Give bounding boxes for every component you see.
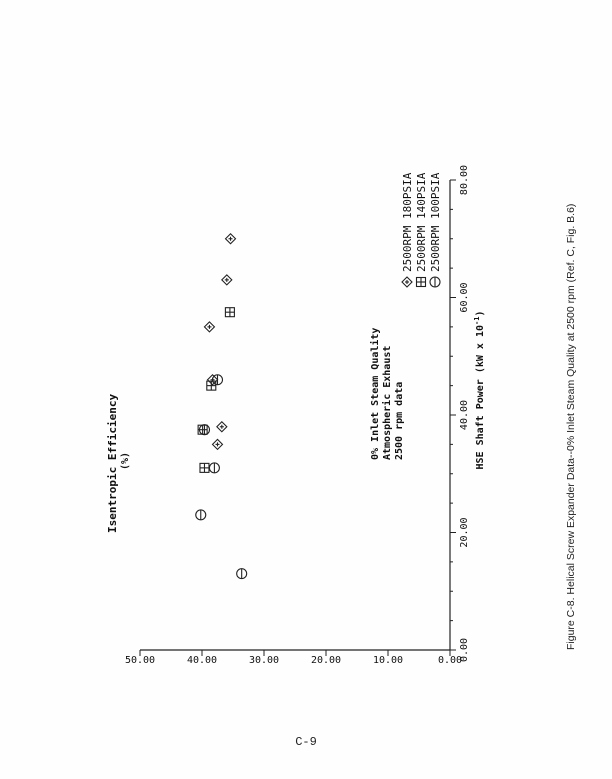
x-axis-title-sup: -1: [473, 316, 481, 325]
y-tick-label: 50.00: [124, 655, 156, 666]
y-axis-unit: (%): [120, 451, 131, 470]
x-tick-label: 40.00: [459, 399, 470, 431]
x-axis-title-main: HSE Shaft Power (kW x 10: [475, 324, 486, 470]
legend-label: 2500RPM 100PSIA: [429, 172, 442, 272]
x-tick-label: 60.00: [459, 282, 470, 313]
y-tick-label: 10.00: [372, 655, 404, 666]
figure-caption: Figure C-8. Helical Screw Expander Data--0% Inlet Steam Quality at 2500 rpm (Ref. C, Fig. B.6): [565, 203, 577, 650]
x-tick-label: 0.00: [459, 637, 470, 663]
annotation-line-1: 0% Inlet Steam Quality: [370, 327, 381, 460]
x-axis-title: [473, 311, 486, 470]
data-point-diamond: [222, 275, 232, 285]
chart-legend: [401, 172, 442, 287]
data-point-square: [225, 308, 234, 317]
annotation-line-2: Atmospheric Exhaust: [382, 345, 393, 460]
y-axis-title: Isentropic Efficiency: [106, 393, 119, 533]
y-tick-label: 0.00: [437, 655, 463, 666]
y-tick-label: 30.00: [248, 655, 280, 666]
annotation-line-3: 2500 rpm data: [394, 381, 405, 460]
legend-diamond-marker: [402, 277, 412, 287]
y-tick-label: 20.00: [310, 655, 342, 666]
page-number: C-9: [295, 735, 317, 749]
x-axis-title-end: ): [475, 310, 486, 317]
legend-circle-marker: [430, 277, 440, 287]
data-point-diamond: [204, 322, 214, 332]
y-tick-label: 40.00: [186, 655, 218, 666]
legend-square-marker: [417, 278, 426, 287]
x-tick-label: 80.00: [459, 164, 470, 196]
data-point-diamond: [217, 422, 227, 432]
annotation-box: [369, 328, 405, 460]
data-point-diamond: [213, 439, 223, 449]
data-point-square: [200, 463, 209, 472]
legend-label: 2500RPM 140PSIA: [415, 172, 428, 272]
data-point-circle: [209, 463, 219, 473]
legend-label: 2500RPM 180PSIA: [401, 172, 414, 272]
x-tick-label: 20.00: [459, 517, 470, 548]
chart-marks: [196, 234, 247, 579]
data-point-circle: [196, 510, 206, 520]
data-point-circle: [237, 569, 247, 579]
data-point-diamond: [226, 234, 236, 244]
